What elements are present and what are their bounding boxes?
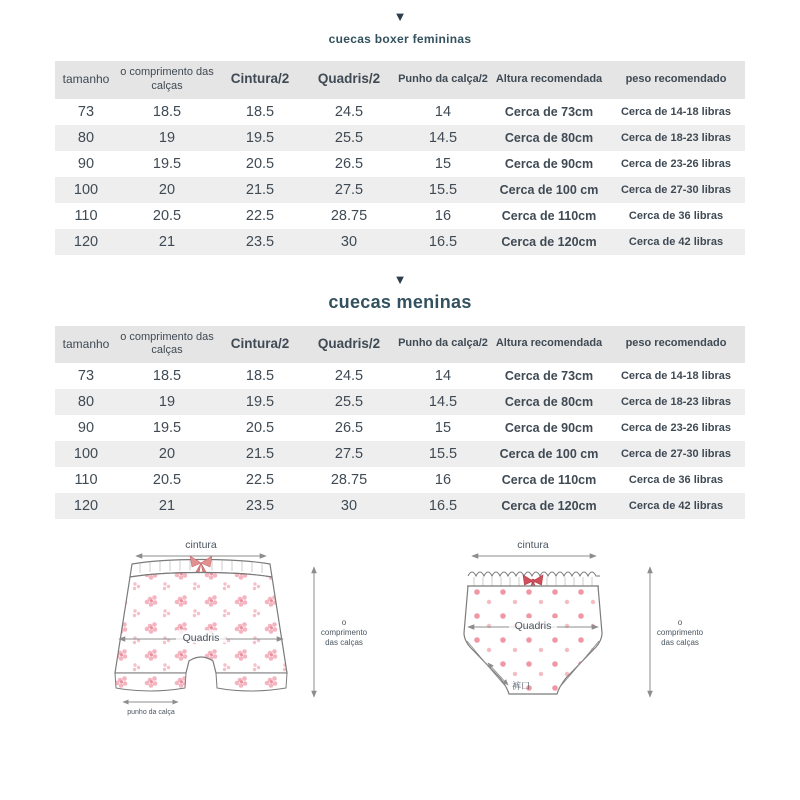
table-cell: 14	[434, 103, 452, 120]
boxer-body-shape	[115, 573, 287, 674]
waist-label: cintura	[185, 539, 217, 551]
table-row	[55, 229, 745, 255]
table-row	[55, 441, 745, 467]
table-cell: 110	[74, 207, 98, 224]
size-table-girls	[55, 326, 745, 520]
table-cell: 19.5	[245, 394, 275, 410]
table-cell: 90	[77, 420, 95, 436]
header-weight: peso recomendado	[625, 337, 727, 350]
table-cell: 120	[73, 498, 99, 514]
header-length: o comprimento das calças	[120, 66, 214, 92]
table-cell: Cerca de 100 cm	[499, 182, 599, 197]
header-length: o comprimento das calças	[120, 330, 214, 357]
table-cell: 16.5	[428, 498, 458, 514]
table-cell: Cerca de 80cm	[504, 130, 594, 145]
table-cell: 18.5	[245, 368, 275, 384]
section-title-girls: cuecas meninas	[328, 291, 472, 312]
table-cell: 16	[434, 472, 452, 488]
table-cell: Cerca de 42 libras	[628, 500, 724, 512]
table-cell: 20.5	[245, 420, 275, 436]
table-cell: 27.5	[334, 446, 364, 462]
table-cell: 20.5	[245, 155, 275, 172]
table-cell: 19.5	[245, 129, 275, 146]
header-cuff: Punho da calça/2	[398, 337, 488, 350]
table-cell: 21.5	[245, 446, 275, 462]
length-label-line: o	[677, 618, 683, 627]
table-cell: Cerca de 18-23 libras	[620, 131, 732, 144]
boxer-drawing	[82, 537, 382, 735]
header-size: tamanho	[62, 72, 110, 87]
header-size: tamanho	[62, 336, 110, 351]
table-cell: 20	[158, 446, 176, 462]
left-cuff-shape	[115, 673, 186, 691]
table-cell: 30	[340, 498, 358, 514]
header-waist: Cintura/2	[230, 71, 290, 87]
table-cell: Cerca de 23-26 libras	[620, 157, 732, 170]
table-cell: 15.5	[428, 181, 458, 198]
table-cell: Cerca de 90cm	[504, 421, 594, 435]
table-header-row	[55, 326, 745, 364]
table-cell: 24.5	[334, 103, 364, 120]
table-cell: Cerca de 100 cm	[499, 447, 599, 461]
size-table-boxer	[55, 61, 745, 255]
header-cuff: Punho da calça/2	[398, 72, 488, 85]
table-cell: 27.5	[334, 181, 364, 198]
section-title-boxer: cuecas boxer femininas	[328, 32, 472, 46]
table-cell: Cerca de 90cm	[504, 156, 594, 171]
table-cell: 26.5	[334, 420, 364, 436]
table-row	[55, 493, 745, 519]
table-cell: 15	[434, 155, 452, 172]
table-cell: 100	[73, 181, 99, 198]
waist-ruffle	[468, 572, 600, 576]
table-cell: 16.5	[428, 233, 458, 250]
header-hips: Quadris/2	[317, 335, 381, 351]
table-cell: Cerca de 23-26 libras	[620, 422, 732, 434]
length-label-line: comprimento	[320, 628, 368, 637]
table-cell: 20.5	[152, 472, 182, 488]
table-row	[55, 125, 745, 151]
table-cell: 73	[77, 103, 95, 120]
cuff-label: 裤口	[511, 681, 531, 691]
length-label-line: das calças	[661, 638, 699, 647]
table-cell: 16	[434, 207, 452, 224]
table-cell: 19	[158, 394, 176, 410]
table-cell: 21	[158, 498, 176, 514]
table-cell: 25.5	[334, 129, 364, 146]
table-row	[55, 203, 745, 229]
table-cell: 18.5	[152, 103, 182, 120]
table-cell: 20.5	[152, 207, 182, 224]
table-cell: 25.5	[334, 394, 364, 410]
header-weight: peso recomendado	[625, 72, 727, 85]
table-row	[55, 177, 745, 203]
header-hips: Quadris/2	[317, 71, 381, 87]
table-cell: 14.5	[428, 394, 458, 410]
table-cell: Cerca de 120cm	[501, 234, 597, 249]
table-cell: 23.5	[245, 498, 275, 514]
table-cell: 22.5	[245, 472, 275, 488]
hips-label: Quadris	[182, 632, 220, 644]
table-cell: 28.75	[330, 472, 368, 488]
table-cell: Cerca de 14-18 libras	[620, 370, 732, 382]
table-cell: 14	[434, 368, 452, 384]
table-row	[55, 415, 745, 441]
table-cell: 22.5	[245, 207, 275, 224]
table-cell: 15.5	[428, 446, 458, 462]
table-cell: Cerca de 14-18 libras	[620, 105, 732, 118]
table-cell: 28.75	[330, 207, 368, 224]
table-cell: 14.5	[428, 129, 458, 146]
table-cell: 26.5	[334, 155, 364, 172]
header-height: Altura recomendada	[495, 337, 603, 350]
table-row	[55, 363, 745, 389]
table-cell: 110	[74, 472, 98, 488]
table-cell: 30	[340, 233, 358, 250]
table-cell: 18.5	[245, 103, 275, 120]
table-cell: Cerca de 18-23 libras	[620, 396, 732, 408]
table-cell: 21	[158, 233, 176, 250]
table-cell: Cerca de 36 libras	[628, 474, 724, 486]
right-cuff-shape	[216, 673, 287, 691]
header-waist: Cintura/2	[230, 335, 290, 351]
table-cell: 18.5	[152, 368, 182, 384]
table-cell: 21.5	[245, 181, 275, 198]
header-height: Altura recomendada	[495, 72, 603, 85]
table-cell: Cerca de 27-30 libras	[620, 448, 732, 460]
table-cell: 19.5	[152, 420, 182, 436]
section-boxer	[0, 10, 800, 255]
table-cell: 73	[77, 368, 95, 384]
table-cell: 23.5	[245, 233, 275, 250]
triangle-down-icon: ▼	[393, 271, 407, 287]
table-cell: 100	[73, 446, 99, 462]
table-cell: Cerca de 27-30 libras	[620, 183, 732, 196]
table-cell: Cerca de 80cm	[504, 395, 594, 409]
table-cell: Cerca de 110cm	[501, 208, 597, 223]
table-row	[55, 389, 745, 415]
table-row	[55, 99, 745, 125]
table-cell: Cerca de 110cm	[501, 473, 597, 487]
section-girls	[0, 273, 800, 520]
brief-body-shape	[464, 586, 602, 694]
triangle-down-icon: ▼	[393, 9, 407, 24]
length-label-line: comprimento	[656, 628, 704, 637]
table-cell: Cerca de 36 libras	[628, 209, 724, 222]
table-cell: 15	[434, 420, 452, 436]
table-cell: 80	[77, 129, 95, 146]
table-cell: Cerca de 73cm	[504, 104, 594, 119]
table-row	[55, 467, 745, 493]
table-header-row	[55, 61, 745, 99]
table-cell: Cerca de 120cm	[501, 499, 597, 513]
measurement-diagrams	[0, 537, 800, 735]
table-row	[55, 151, 745, 177]
table-cell: 80	[77, 394, 95, 410]
length-label-line: das calças	[325, 638, 363, 647]
length-label-line: o	[341, 618, 347, 627]
table-cell: 19	[158, 129, 176, 146]
cuff-label: punho da calça	[127, 709, 175, 716]
table-cell: 120	[73, 233, 99, 250]
table-cell: Cerca de 73cm	[504, 369, 594, 383]
table-cell: 20	[158, 181, 176, 198]
table-cell: 90	[77, 155, 95, 172]
hips-label: Quadris	[514, 620, 552, 632]
table-cell: 19.5	[152, 155, 182, 172]
waist-label: cintura	[517, 539, 549, 551]
table-cell: 24.5	[334, 368, 364, 384]
table-cell: Cerca de 42 libras	[628, 235, 724, 248]
brief-drawing	[418, 537, 718, 735]
